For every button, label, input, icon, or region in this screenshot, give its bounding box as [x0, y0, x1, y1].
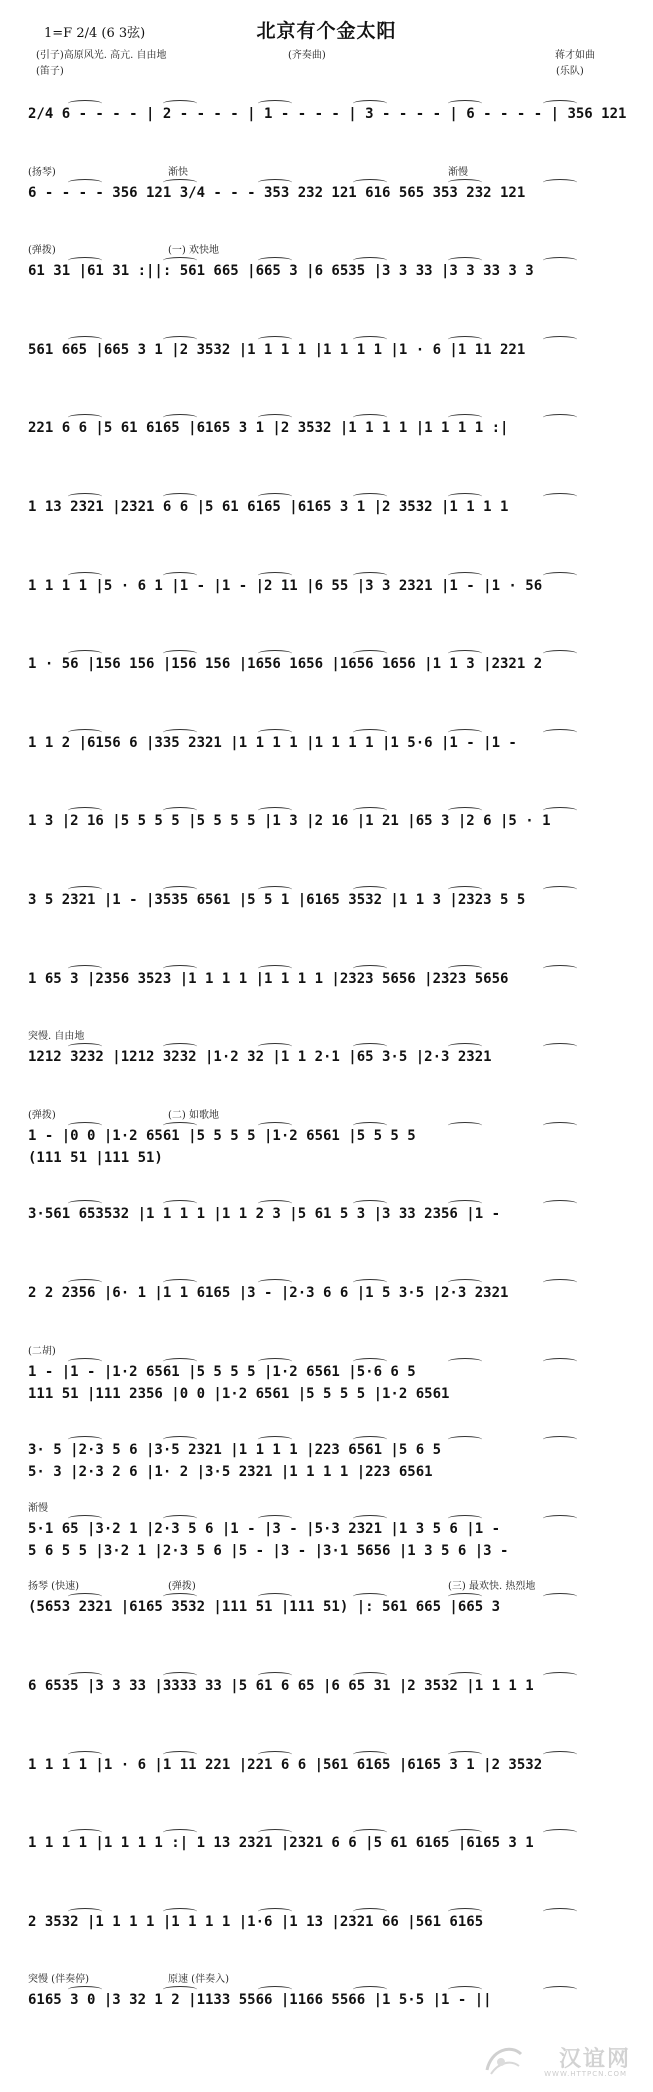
slur-mark [163, 886, 197, 893]
notation-line: 2 2 2356 |6· 1 |1 1 6165 |3 - |2·3 6 6 |1 5 3·5 |2·3 2321 [28, 1285, 509, 1301]
slur-mark [353, 257, 387, 264]
slur-mark [163, 965, 197, 972]
notation-line: 5·1 65 |3·2 1 |2·3 5 6 |1 - |3 - |5·3 2321 |1 3 5 6 |1 - [28, 1521, 501, 1537]
slur-mark [163, 1986, 197, 1993]
slur-mark [448, 1436, 482, 1443]
watermark-logo-icon [481, 2040, 527, 2080]
slur-mark [258, 336, 292, 343]
slur-mark [163, 1829, 197, 1836]
performance-marking: 原速 (伴奏入) [168, 1974, 229, 1985]
slur-mark [258, 1986, 292, 1993]
notation-line: (5653 2321 |6165 3532 |111 51 |111 51) |: 561 665 |665 3 [28, 1599, 501, 1615]
music-system [28, 1184, 638, 1236]
performance-marking: (一) 欢快地 [168, 245, 219, 256]
slur-mark [353, 1829, 387, 1836]
performance-marking: 突慢. 自由地 [28, 1031, 85, 1042]
slur-mark [163, 1515, 197, 1522]
intro-marking: (引子)高原风光. 高亢. 自由地 [36, 50, 167, 61]
slur-mark [448, 1672, 482, 1679]
slur-mark [543, 1515, 577, 1522]
slur-mark [163, 257, 197, 264]
slur-mark [448, 257, 482, 264]
slur-mark [353, 807, 387, 814]
slur-mark [353, 414, 387, 421]
slur-mark [543, 1908, 577, 1915]
music-system [28, 1735, 638, 1787]
slur-mark [448, 336, 482, 343]
slur-mark [258, 729, 292, 736]
slur-mark [543, 1672, 577, 1679]
slur-mark [448, 807, 482, 814]
notation-line: 3 5 2321 |1 - |3535 6561 |5 5 1 |6165 3532 |1 1 3 |2323 5 5 [28, 892, 526, 908]
slur-mark [258, 1593, 292, 1600]
slur-mark [543, 1986, 577, 1993]
performance-marking: (弹拨) [168, 1581, 196, 1592]
music-system [28, 556, 638, 608]
slur-mark [448, 179, 482, 186]
slur-mark [68, 572, 102, 579]
slur-mark [448, 1593, 482, 1600]
slur-mark [353, 179, 387, 186]
music-system [28, 791, 638, 843]
slur-mark [68, 336, 102, 343]
notation-line: 1 - |0 0 |1·2 6561 |5 5 5 5 |1·2 6561 |5 5 5 5 [28, 1128, 416, 1144]
notation-line: 1 3 |2 16 |5 5 5 5 |5 5 5 5 |1 3 |2 16 |1 21 |65 3 |2 6 |5 · 1 [28, 813, 551, 829]
slur-mark [68, 886, 102, 893]
slur-mark [353, 1436, 387, 1443]
flute-label: (笛子) [36, 66, 64, 77]
slur-mark [448, 1043, 482, 1050]
slur-mark [258, 650, 292, 657]
slur-mark [68, 414, 102, 421]
notation-line-lower: 5 6 5 5 |3·2 1 |2·3 5 6 |5 - |3 - |3·1 5656 |1 3 5 6 |3 - [28, 1543, 509, 1559]
slur-mark [543, 1751, 577, 1758]
slur-mark [353, 1751, 387, 1758]
key-signature-text: 1=F [44, 26, 73, 41]
notation-line: 1 1 1 1 |5 · 6 1 |1 - |1 - |2 11 |6 55 |3 3 2321 |1 - |1 · 56 [28, 578, 543, 594]
slur-mark [68, 1751, 102, 1758]
performance-marking: (二) 如歌地 [168, 1110, 219, 1121]
slur-mark [353, 100, 387, 107]
slur-mark [258, 1279, 292, 1286]
slur-mark [448, 729, 482, 736]
performance-marking: (二胡) [28, 1346, 56, 1357]
slur-mark [258, 1515, 292, 1522]
slur-mark [258, 807, 292, 814]
performance-marking: (扬琴) [28, 167, 56, 178]
arranger-credit: 蒋才如曲 [555, 50, 595, 61]
slur-mark [543, 1358, 577, 1365]
slur-mark [543, 965, 577, 972]
slur-mark [448, 493, 482, 500]
slur-mark [258, 1122, 292, 1129]
music-system [28, 1892, 638, 1944]
watermark-url: WWW.HTTPCN.COM [544, 2070, 627, 2078]
slur-mark [543, 1829, 577, 1836]
music-system [28, 320, 638, 372]
slur-mark [68, 729, 102, 736]
slur-mark [258, 414, 292, 421]
slur-mark [163, 807, 197, 814]
slur-mark [68, 1436, 102, 1443]
slur-mark [163, 336, 197, 343]
performance-marking: (弹拨) [28, 1110, 56, 1121]
slur-mark [448, 100, 482, 107]
slur-mark [163, 1908, 197, 1915]
slur-mark [543, 650, 577, 657]
slur-mark [448, 572, 482, 579]
watermark-text: 汉谊网 [558, 2047, 631, 2072]
notation-line: 1 · 56 |156 156 |156 156 |1656 1656 |1656 1656 |1 1 3 |2321 2 [28, 656, 543, 672]
slur-mark [353, 1043, 387, 1050]
slur-mark [353, 1593, 387, 1600]
slur-mark [68, 807, 102, 814]
slur-mark [448, 1908, 482, 1915]
performance-marking: (弹拨) [28, 245, 56, 256]
slur-mark [258, 1672, 292, 1679]
slur-mark [68, 1908, 102, 1915]
slur-mark [543, 179, 577, 186]
slur-mark [543, 336, 577, 343]
slur-mark [448, 1986, 482, 1993]
slur-mark [68, 1593, 102, 1600]
slur-mark [68, 1986, 102, 1993]
slur-mark [448, 650, 482, 657]
music-system [28, 1027, 638, 1079]
music-system [28, 1656, 638, 1708]
slur-mark [68, 1672, 102, 1679]
notation-line: 1 1 1 1 |1 · 6 |1 11 221 |221 6 6 |561 6165 |6165 3 1 |2 3532 [28, 1757, 543, 1773]
slur-mark [353, 729, 387, 736]
notation-line: 221 6 6 |5 61 6165 |6165 3 1 |2 3532 |1 1 1 1 |1 1 1 1 :| [28, 420, 509, 436]
notation-line-lower: (111 51 |111 51) [28, 1150, 163, 1166]
slur-mark [448, 886, 482, 893]
performance-marking: 渐慢 [448, 167, 468, 178]
slur-mark [258, 1829, 292, 1836]
music-system [28, 1342, 638, 1402]
slur-mark [448, 1279, 482, 1286]
slur-mark [353, 1358, 387, 1365]
music-system [28, 870, 638, 922]
notation-line: 1 65 3 |2356 3523 |1 1 1 1 |1 1 1 1 |2323 5656 |2323 5656 [28, 971, 509, 987]
notation-line: 6 - - - - 356 121 3/4 - - - 353 232 121 616 565 353 232 121 [28, 185, 526, 201]
slur-mark [68, 257, 102, 264]
slur-mark [543, 1279, 577, 1286]
notation-line: 561 665 |665 3 1 |2 3532 |1 1 1 1 |1 1 1 1 |1 · 6 |1 11 221 [28, 342, 526, 358]
band-label: (乐队) [556, 66, 584, 77]
slur-mark [543, 807, 577, 814]
time-signature: 2/4 [76, 26, 98, 41]
slur-mark [163, 1593, 197, 1600]
notation-line: 1212 3232 |1212 3232 |1·2 32 |1 1 2·1 |65 3·5 |2·3 2321 [28, 1049, 492, 1065]
music-system [28, 1499, 638, 1559]
slur-mark [163, 493, 197, 500]
slur-mark [163, 729, 197, 736]
music-system [28, 1420, 638, 1480]
slur-mark [163, 1358, 197, 1365]
slur-mark [163, 572, 197, 579]
slur-mark [448, 414, 482, 421]
music-system [28, 1106, 638, 1166]
slur-mark [448, 1751, 482, 1758]
slur-mark [353, 1515, 387, 1522]
slur-mark [163, 650, 197, 657]
slur-mark [448, 1122, 482, 1129]
music-system [28, 713, 638, 765]
slur-mark [163, 179, 197, 186]
notation-line: 6 6535 |3 3 33 |3333 33 |5 61 6 65 |6 65 31 |2 3532 |1 1 1 1 [28, 1678, 534, 1694]
notation-line: 1 1 1 1 |1 1 1 1 :| 1 13 2321 |2321 6 6 |5 61 6165 |6165 3 1 [28, 1835, 534, 1851]
notation-line: 1 1 2 |6156 6 |335 2321 |1 1 1 1 |1 1 1 1 |1 5·6 |1 - |1 - [28, 735, 517, 751]
slur-mark [258, 257, 292, 264]
slur-mark [163, 1043, 197, 1050]
slur-mark [258, 100, 292, 107]
slur-mark [353, 1986, 387, 1993]
slur-mark [68, 1829, 102, 1836]
slur-mark [258, 1358, 292, 1365]
slur-mark [543, 414, 577, 421]
slur-mark [353, 650, 387, 657]
music-system [28, 634, 638, 686]
slur-mark [68, 1279, 102, 1286]
slur-mark [353, 1200, 387, 1207]
slur-mark [543, 1043, 577, 1050]
slur-mark [68, 100, 102, 107]
slur-mark [163, 414, 197, 421]
slur-mark [258, 572, 292, 579]
score-title: 北京有个金太阳 [256, 20, 397, 42]
slur-mark [448, 1515, 482, 1522]
slur-mark [258, 965, 292, 972]
notation-line: 3·561 653532 |1 1 1 1 |1 1 2 3 |5 61 5 3 |3 33 2356 |1 - [28, 1206, 501, 1222]
notation-line: 6165 3 0 |3 32 1 2 |1133 5566 |1166 5566 |1 5·5 |1 - || [28, 1992, 492, 2008]
slur-mark [353, 1279, 387, 1286]
performance-marking: 突慢 (伴奏停) [28, 1974, 89, 1985]
slur-mark [353, 886, 387, 893]
slur-mark [353, 336, 387, 343]
performance-marking: 渐慢 [28, 1503, 48, 1514]
slur-mark [163, 1279, 197, 1286]
music-system [28, 1263, 638, 1315]
slur-mark [258, 1200, 292, 1207]
slur-mark [163, 1436, 197, 1443]
slur-mark [448, 1829, 482, 1836]
slur-mark [258, 1908, 292, 1915]
music-system [28, 163, 638, 215]
slur-mark [258, 179, 292, 186]
slur-mark [543, 729, 577, 736]
slur-mark [163, 1122, 197, 1129]
slur-mark [68, 965, 102, 972]
slur-mark [543, 257, 577, 264]
slur-mark [163, 1751, 197, 1758]
slur-mark [163, 100, 197, 107]
slur-mark [258, 886, 292, 893]
slur-mark [163, 1200, 197, 1207]
notation-line-lower: 111 51 |111 2356 |0 0 |1·2 6561 |5 5 5 5 |1·2 6561 [28, 1386, 450, 1402]
slur-mark [68, 1200, 102, 1207]
slur-mark [353, 493, 387, 500]
slur-mark [448, 1200, 482, 1207]
slur-mark [543, 1593, 577, 1600]
slur-mark [68, 1122, 102, 1129]
slur-mark [68, 650, 102, 657]
music-system [28, 1813, 638, 1865]
slur-mark [448, 1358, 482, 1365]
tuning-text: (6 3弦) [101, 26, 146, 41]
music-system [28, 1970, 638, 2022]
slur-mark [258, 1043, 292, 1050]
music-system [28, 398, 638, 450]
slur-mark [68, 493, 102, 500]
slur-mark [353, 1908, 387, 1915]
slur-mark [353, 1122, 387, 1129]
music-system [28, 84, 638, 136]
slur-mark [68, 179, 102, 186]
music-system [28, 949, 638, 1001]
notation-line-lower: 5· 3 |2·3 2 6 |1· 2 |3·5 2321 |1 1 1 1 |223 6561 [28, 1464, 433, 1480]
slur-mark [543, 100, 577, 107]
slur-mark [543, 1200, 577, 1207]
slur-mark [353, 1672, 387, 1679]
music-system [28, 477, 638, 529]
slur-mark [353, 572, 387, 579]
slur-mark [543, 572, 577, 579]
notation-line: 3· 5 |2·3 5 6 |3·5 2321 |1 1 1 1 |223 6561 |5 6 5 [28, 1442, 442, 1458]
slur-mark [543, 886, 577, 893]
slur-mark [448, 965, 482, 972]
notation-line: 2 3532 |1 1 1 1 |1 1 1 1 |1·6 |1 13 |2321 66 |561 6165 [28, 1914, 484, 1930]
music-system [28, 241, 638, 293]
slur-mark [353, 965, 387, 972]
slur-mark [258, 493, 292, 500]
performance-marking: (三) 最欢快. 热烈地 [448, 1581, 536, 1592]
slur-mark [68, 1515, 102, 1522]
slur-mark [68, 1043, 102, 1050]
music-system [28, 1577, 638, 1629]
performance-marking: 扬琴 (快速) [28, 1581, 79, 1592]
notation-line: 61 31 |61 31 :||: 561 665 |665 3 |6 6535 |3 3 33 |3 3 33 3 3 [28, 263, 534, 279]
notation-line: 1 13 2321 |2321 6 6 |5 61 6165 |6165 3 1 |2 3532 |1 1 1 1 [28, 499, 509, 515]
ensemble-label: (齐奏曲) [288, 50, 326, 61]
watermark [481, 2040, 631, 2082]
slur-mark [163, 1672, 197, 1679]
slur-mark [258, 1751, 292, 1758]
slur-mark [258, 1436, 292, 1443]
notation-line: 2/4 6 - - - - | 2 - - - - | 1 - - - - | 3 - - - - | 6 - - - - | 356 121 [28, 106, 627, 122]
slur-mark [543, 1122, 577, 1129]
slur-mark [68, 1358, 102, 1365]
slur-mark [543, 493, 577, 500]
performance-marking: 渐快 [168, 167, 188, 178]
slur-mark [543, 1436, 577, 1443]
notation-line: 1 - |1 - |1·2 6561 |5 5 5 5 |1·2 6561 |5·6 6 5 [28, 1364, 416, 1380]
